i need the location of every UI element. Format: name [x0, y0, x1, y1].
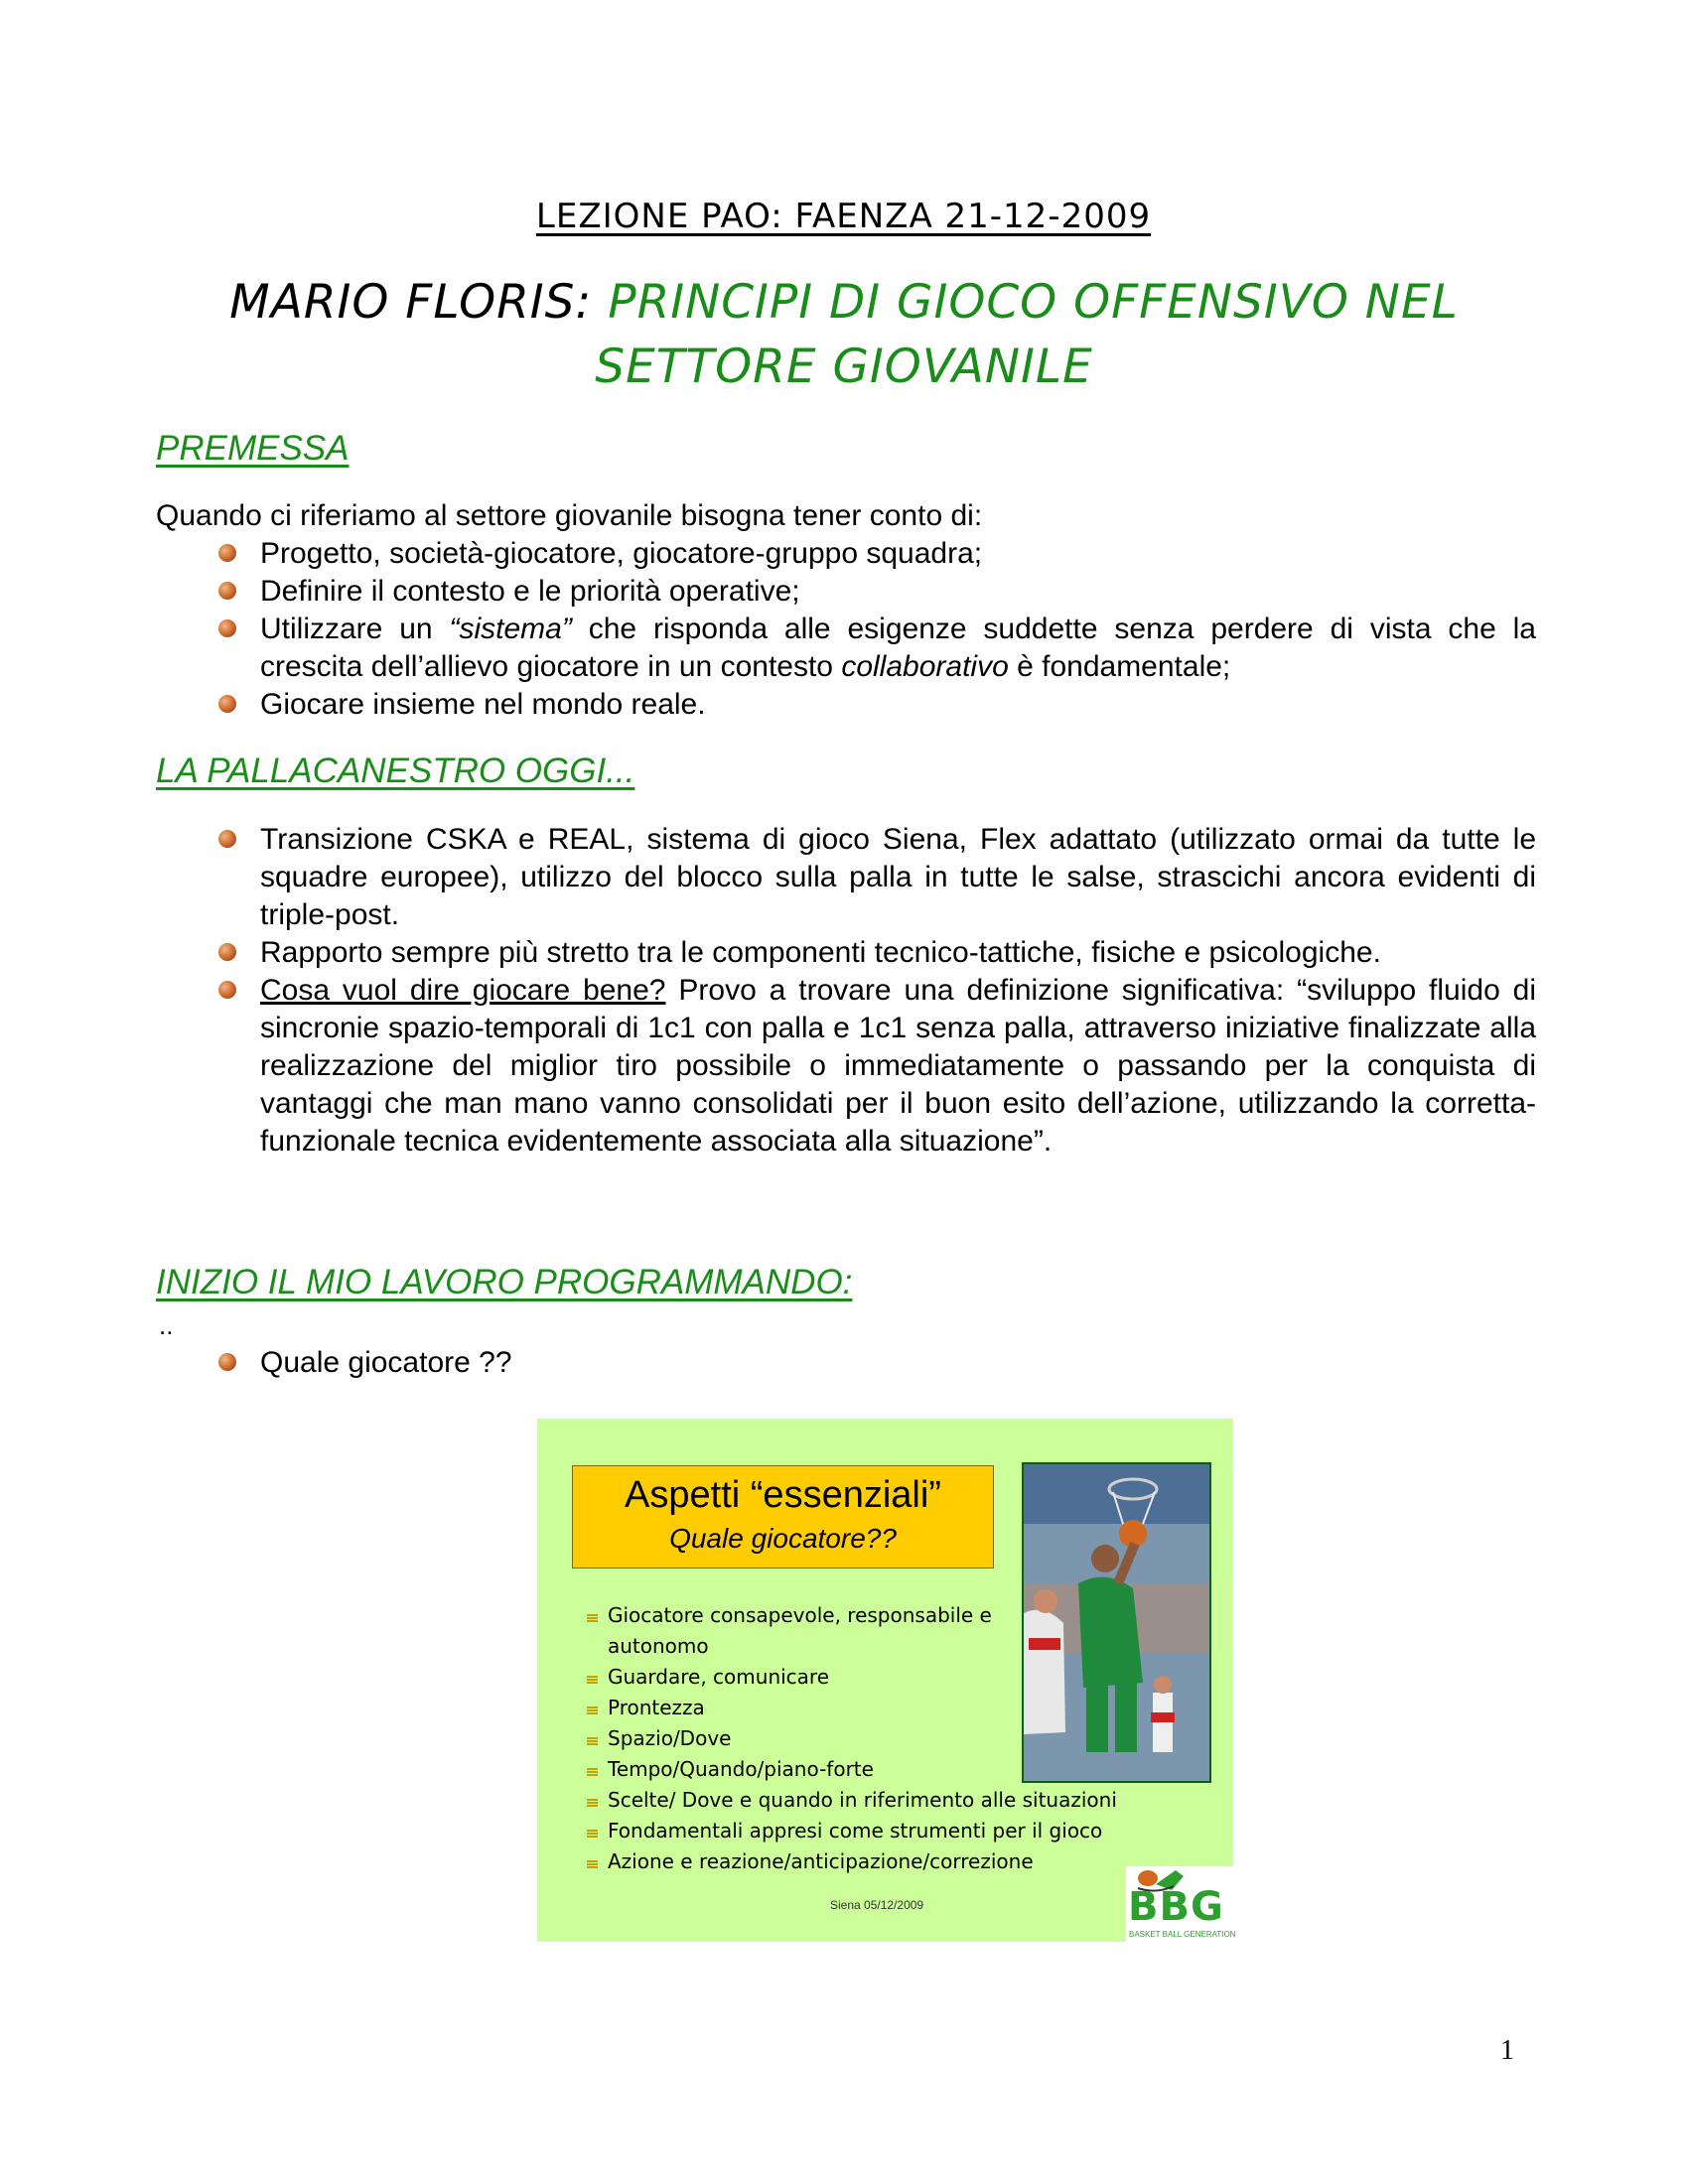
premessa-intro: Quando ci riferiamo al settore giovanile bisogna tener conto di: [156, 499, 983, 532]
basketball-bullet-icon [218, 544, 236, 562]
bbg-logo [1126, 1866, 1236, 1942]
basketball-bullet-icon [218, 943, 236, 961]
list-item: Progetto, società-giocatore, giocatore-gruppo squadra; [260, 535, 1536, 573]
list-item: Quale giocatore ?? [260, 1344, 1536, 1382]
basketball-player-illustration [1024, 1464, 1209, 1781]
slide-list-item: Spazio/Dove [585, 1723, 1022, 1754]
bullet-icon [587, 1768, 598, 1776]
slide-subtitle: Quale giocatore?? [669, 1523, 897, 1554]
basketball-bullet-icon [218, 582, 236, 600]
basketball-bullet-icon [218, 619, 236, 637]
bullet-icon [587, 1614, 598, 1622]
emphasis-collaborativo: collaborativo [841, 650, 1009, 683]
inizio-list [260, 1344, 1536, 1382]
bullet-icon [587, 1830, 598, 1838]
slide-title: Aspetti “essenziali” [625, 1474, 941, 1516]
pallacanestro-list [260, 821, 1536, 1160]
basketball-bullet-icon [218, 1353, 236, 1371]
slide-list-item: Scelte/ Dove e quando in riferimento alle situazioni [585, 1785, 1213, 1816]
embedded-slide [537, 1419, 1236, 1942]
section-heading-premessa: PREMESSA [156, 429, 350, 468]
slide-list-item: Azione e reazione/anticipazione/correzione [585, 1846, 1213, 1877]
premessa-list [260, 535, 1536, 724]
slide-title-box [572, 1465, 994, 1569]
emphasis-sistema: “sistema” [449, 613, 572, 645]
logo-text: BBG [1128, 1884, 1224, 1930]
lesson-title: LEZIONE PAO: FAENZA 21-12-2009 [535, 197, 1152, 236]
page-number: 1 [1500, 2035, 1514, 2066]
main-title [119, 270, 1569, 399]
section-heading-pallacanestro: LA PALLACANESTRO OGGI... [156, 751, 635, 790]
list-item: Utilizzare un “sistema” che risponda alle esigenze suddette senza perdere di vista che la crescita dell’allievo giocatore in un contesto collaborativo è fondamentale; [260, 611, 1536, 686]
bullet-icon [587, 1737, 598, 1745]
bullet-icon [587, 1799, 598, 1807]
slide-list-item: Prontezza [585, 1693, 1022, 1723]
topic-line-2: SETTORE GIOVANILE [595, 340, 1093, 394]
author-name: MARIO FLORIS: [229, 275, 593, 330]
slide-list-item: Fondamentali appresi come strumenti per il gioco [585, 1816, 1213, 1846]
basketball-bullet-icon [218, 830, 236, 848]
logo-subtext: BASKET BALL GENERATION [1129, 1930, 1236, 1939]
list-item: Definire il contesto e le priorità operative; [260, 573, 1536, 611]
bullet-icon [587, 1860, 598, 1868]
basketball-bullet-icon [218, 695, 236, 713]
slide-list [585, 1600, 1117, 1877]
dots-text: .. [159, 1310, 174, 1340]
slide-list-item: Guardare, comunicare [585, 1662, 1022, 1693]
basketball-bullet-icon [218, 981, 236, 999]
basketball-player-photo [1022, 1462, 1211, 1783]
bullet-icon [587, 1706, 598, 1714]
slide-footer: Siena 05/12/2009 [830, 1898, 924, 1912]
slide-list-item: Tempo/Quando/piano-forte [585, 1754, 1022, 1785]
list-item: Cosa vuol dire giocare bene? Provo a trovare una definizione significativa: “sviluppo fluido di sincronie spazio-temporali di 1c1 con palla e 1c1 senza palla, attraverso iniziative finalizzate alla realizzazione del miglior tiro possibile o immediatamente o passando per la conquista di vantaggi che man mano vanno consolidati per il buon esito dell’azione, utilizzando la corretta-funzionale tecnica evidentemente associata alla situazione”. [260, 972, 1536, 1160]
list-item: Rapporto sempre più stretto tra le componenti tecnico-tattiche, fisiche e psicologiche. [260, 934, 1536, 972]
list-item: Giocare insieme nel mondo reale. [260, 686, 1536, 724]
question-underlined: Cosa vuol dire giocare bene? [260, 974, 666, 1007]
list-item: Transizione CSKA e REAL, sistema di gioco Siena, Flex adattato (utilizzato ormai da tutte le squadre europee), utilizzo del blocco sulla palla in tutte le salse, strascichi ancora evidenti di triple-post. [260, 821, 1536, 934]
bullet-icon [587, 1676, 598, 1684]
topic-line-1: PRINCIPI DI GIOCO OFFENSIVO NEL [592, 275, 1459, 330]
slide-list-item: Giocatore consapevole, responsabile e autonomo [585, 1600, 1022, 1662]
section-heading-inizio: INIZIO IL MIO LAVORO PROGRAMMANDO: [156, 1263, 853, 1301]
